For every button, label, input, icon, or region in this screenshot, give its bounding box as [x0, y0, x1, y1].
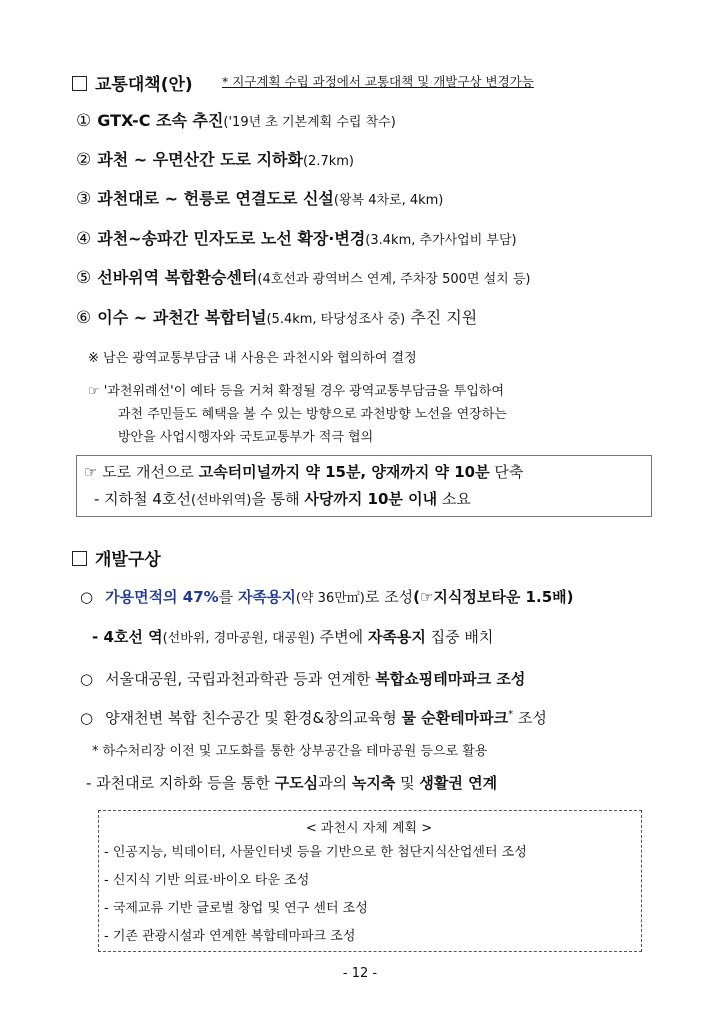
- note-wirye-line-3: 방안을 사업시행자와 국토교통부가 적극 협의: [118, 430, 374, 445]
- summary-line-1: ☞ 도로 개선으로 고속터미널까지 약 15분, 양재까지 약 10분 단축: [84, 463, 524, 481]
- checkbox-square-icon: [72, 76, 87, 91]
- note-wirye-line-2: 과천 주민들도 혜택을 볼 수 있는 방향으로 과천방향 노선을 연장하는: [118, 407, 507, 422]
- city-plan-item-3: - 국제교류 기반 글로벌 창업 및 연구 센터 조성: [104, 901, 368, 916]
- city-plan-item-4: - 기존 관광시설과 연계한 복합테마파크 조성: [104, 929, 356, 944]
- traffic-item-4: ④ 과천~송파간 민자도로 노선 확장·변경(3.4km, 추가사업비 부담): [76, 229, 517, 249]
- dev-bullet-1-sub: - 4호선 역(선바위, 경마공원, 대공원) 주변에 자족용지 집중 배치: [92, 628, 494, 646]
- circle-bullet-icon: ○: [80, 709, 94, 727]
- traffic-item-2: ② 과천 ~ 우면산간 도로 지하화(2.7km): [76, 150, 354, 170]
- dev-bullet-3-note: * 하수처리장 이전 및 고도화를 통한 상부공간을 테마공원 등으로 활용: [92, 744, 488, 759]
- section1-note: * 지구계획 수립 과정에서 교통대책 및 개발구상 변경가능: [222, 74, 534, 89]
- city-plan-item-2: - 신지식 기반 의료·바이오 타운 조성: [104, 873, 310, 888]
- summary-line-2: - 지하철 4호선(선바위역)을 통해 사당까지 10분 이내 소요: [94, 490, 471, 508]
- dev-bullet-1: ○ 가용면적의 47%를 자족용지(약 36만㎡)로 조성(☞지식정보타운 1.5배): [80, 588, 574, 606]
- section1-header: [72, 70, 193, 95]
- traffic-item-5: ⑤ 선바위역 복합환승센터(4호선과 광역버스 연계, 주차장 500면 설치 등): [76, 268, 531, 288]
- circle-bullet-icon: ○: [80, 670, 94, 688]
- traffic-item-6: ⑥ 이수 ~ 과천간 복합터널(5.4km, 타당성조사 중) 추진 지원: [76, 308, 478, 328]
- note-wirye-line-1: ☞ '과천위례선'이 예타 등을 거쳐 확정될 경우 광역교통부담금을 투입하여: [88, 384, 505, 399]
- section2-header: [72, 545, 161, 570]
- section1-title: 교통대책(안): [95, 75, 193, 95]
- traffic-item-3: ③ 과천대로 ~ 헌릉로 연결도로 신설(왕복 4차로, 4km): [76, 189, 444, 209]
- dev-bullet-2: ○ 서울대공원, 국립과천과학관 등과 연계한 복합쇼핑테마파크 조성: [80, 670, 526, 688]
- circle-bullet-icon: ○: [80, 588, 94, 606]
- dev-bullet-3: ○ 양재천변 복합 친수공간 및 환경&창의교육형 물 순환테마파크* 조성: [80, 709, 547, 727]
- section2-title: 개발구상: [95, 550, 161, 570]
- checkbox-square-icon: [72, 551, 87, 566]
- traffic-item-1: ① GTX-C 조속 추진('19년 초 기본계획 수립 착수): [76, 111, 396, 131]
- page-number: - 12 -: [342, 966, 378, 981]
- city-plan-item-1: - 인공지능, 빅데이터, 사물인터넷 등을 기반으로 한 첨단지식산업센터 조성: [104, 845, 527, 860]
- dev-bullet-4: - 과천대로 지하화 등을 통한 구도심과의 녹지축 및 생활권 연계: [86, 774, 498, 792]
- city-plan-title: < 과천시 자체 계획 >: [305, 821, 433, 836]
- note-usage: ※ 남은 광역교통부담금 내 사용은 과천시와 협의하여 결정: [88, 351, 417, 366]
